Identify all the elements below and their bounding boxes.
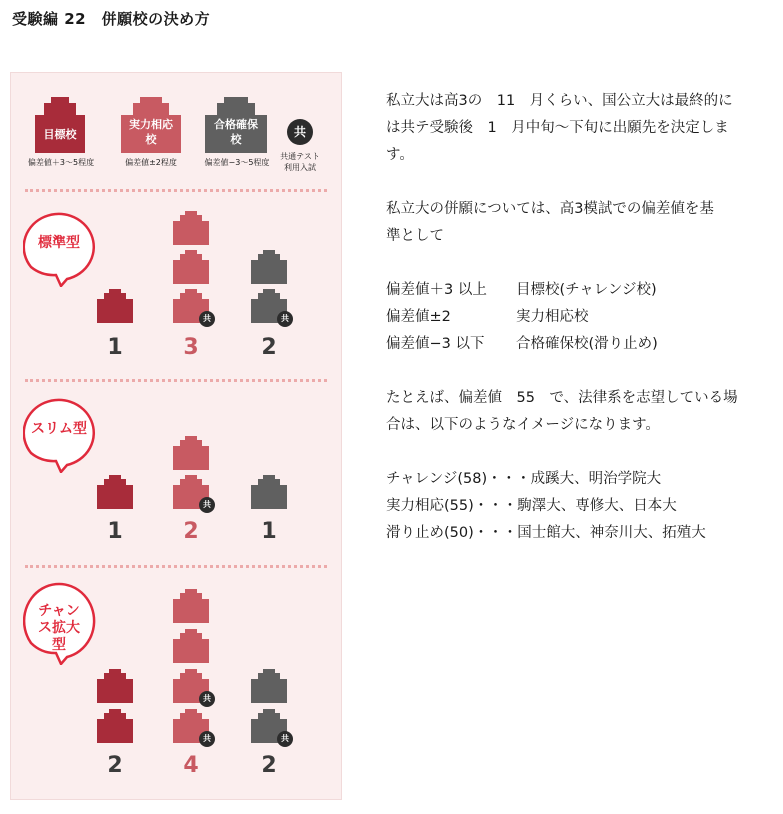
text-line: 私立大の併願については、高3模試での偏差値を基 — [386, 201, 714, 217]
text-line: たとえば、偏差値 55 で、法律系を志望している場 — [386, 390, 738, 406]
paragraph-schedule — [386, 88, 776, 169]
matching-school-building-common-test — [173, 475, 209, 509]
common-test-caption: 共通テスト利用入試 — [280, 152, 320, 172]
safety-school-building — [251, 475, 287, 509]
standard-type-bubble — [23, 211, 105, 287]
matching-school-icon — [121, 97, 181, 153]
text-line: す。 — [386, 147, 414, 163]
target-school-building — [97, 669, 133, 703]
divider — [25, 565, 327, 568]
rules-list — [386, 277, 776, 358]
safety-count: 2 — [261, 335, 277, 360]
safety-school-building — [251, 250, 287, 284]
safety-school-caption: 偏差値−3〜5程度 — [204, 158, 270, 167]
divider — [25, 379, 327, 382]
standard-type-label: 標準型 — [38, 235, 80, 251]
divider — [25, 189, 327, 192]
paragraph-example-intro — [386, 385, 776, 439]
target-school-building — [97, 289, 133, 323]
safety-school-icon — [205, 97, 267, 153]
target-school-building — [97, 475, 133, 509]
text-line: 私立大は高3の 11 月くらい、国公立大は最終的に — [386, 93, 733, 109]
common-test-badge: 共 — [277, 311, 293, 327]
target-school-icon — [35, 97, 85, 153]
chance-type-bubble — [23, 581, 105, 665]
example-line: 実力相応(55)・・・駒澤大、専修大、日本大 — [386, 498, 677, 514]
safety-count: 2 — [261, 753, 277, 778]
common-test-badge: 共 — [199, 691, 215, 707]
target-school-caption: 偏差値＋3〜5程度 — [27, 158, 95, 167]
paragraph-criteria — [386, 196, 776, 250]
slim-type-bubble — [23, 397, 105, 473]
rule-key: 偏差値＋3 以上 — [386, 282, 487, 298]
page-title: 受験編 22 併願校の決め方 — [12, 10, 211, 28]
common-test-icon: 共 — [287, 119, 313, 145]
rule-key: 偏差値±2 — [386, 309, 451, 325]
safety-count: 1 — [261, 519, 277, 544]
common-test-badge: 共 — [199, 497, 215, 513]
matching-count: 4 — [183, 753, 199, 778]
target-count: 1 — [107, 519, 123, 544]
matching-school-building-common-test — [173, 669, 209, 703]
rule-value: 実力相応校 — [516, 309, 589, 325]
text-line: 合は、以下のようなイメージになります。 — [386, 417, 660, 433]
chance-type-label: チャンス拡大型 — [38, 603, 80, 653]
rule-row — [386, 304, 776, 331]
target-school-label: 目標校 — [43, 128, 77, 141]
safety-school-building-common-test — [251, 709, 287, 743]
rule-value: 合格確保校(滑り止め) — [516, 336, 658, 352]
safety-school-label: 合格確保校 — [214, 118, 258, 146]
rule-value: 目標校(チャレンジ校) — [516, 282, 657, 298]
common-test-badge: 共 — [199, 731, 215, 747]
matching-school-label: 実力相応校 — [129, 118, 173, 146]
safety-school-building — [251, 669, 287, 703]
matching-school-building — [173, 250, 209, 284]
matching-school-caption: 偏差値±2程度 — [125, 158, 177, 167]
examples-list — [386, 466, 776, 547]
rule-key: 偏差値−3 以下 — [386, 336, 485, 352]
target-count: 1 — [107, 335, 123, 360]
matching-school-building — [173, 211, 209, 245]
body-text — [386, 88, 776, 574]
example-line: 滑り止め(50)・・・国士館大、神奈川大、拓殖大 — [386, 525, 706, 541]
strategy-figure — [10, 72, 342, 800]
matching-school-building-common-test — [173, 709, 209, 743]
rule-row — [386, 277, 776, 304]
matching-school-building — [173, 629, 209, 663]
safety-school-building-common-test — [251, 289, 287, 323]
text-line: は共テ受験後 1 月中旬〜下旬に出願先を決定しま — [386, 120, 729, 136]
text-line: 準として — [386, 228, 444, 244]
matching-count: 3 — [183, 335, 199, 360]
example-line: チャレンジ(58)・・・成蹊大、明治学院大 — [386, 471, 662, 487]
matching-school-building — [173, 436, 209, 470]
common-test-badge: 共 — [277, 731, 293, 747]
target-count: 2 — [107, 753, 123, 778]
common-test-badge: 共 — [199, 311, 215, 327]
rule-row — [386, 331, 776, 358]
target-school-building — [97, 709, 133, 743]
matching-school-building-common-test — [173, 289, 209, 323]
matching-school-building — [173, 589, 209, 623]
matching-count: 2 — [183, 519, 199, 544]
slim-type-label: スリム型 — [31, 421, 87, 437]
